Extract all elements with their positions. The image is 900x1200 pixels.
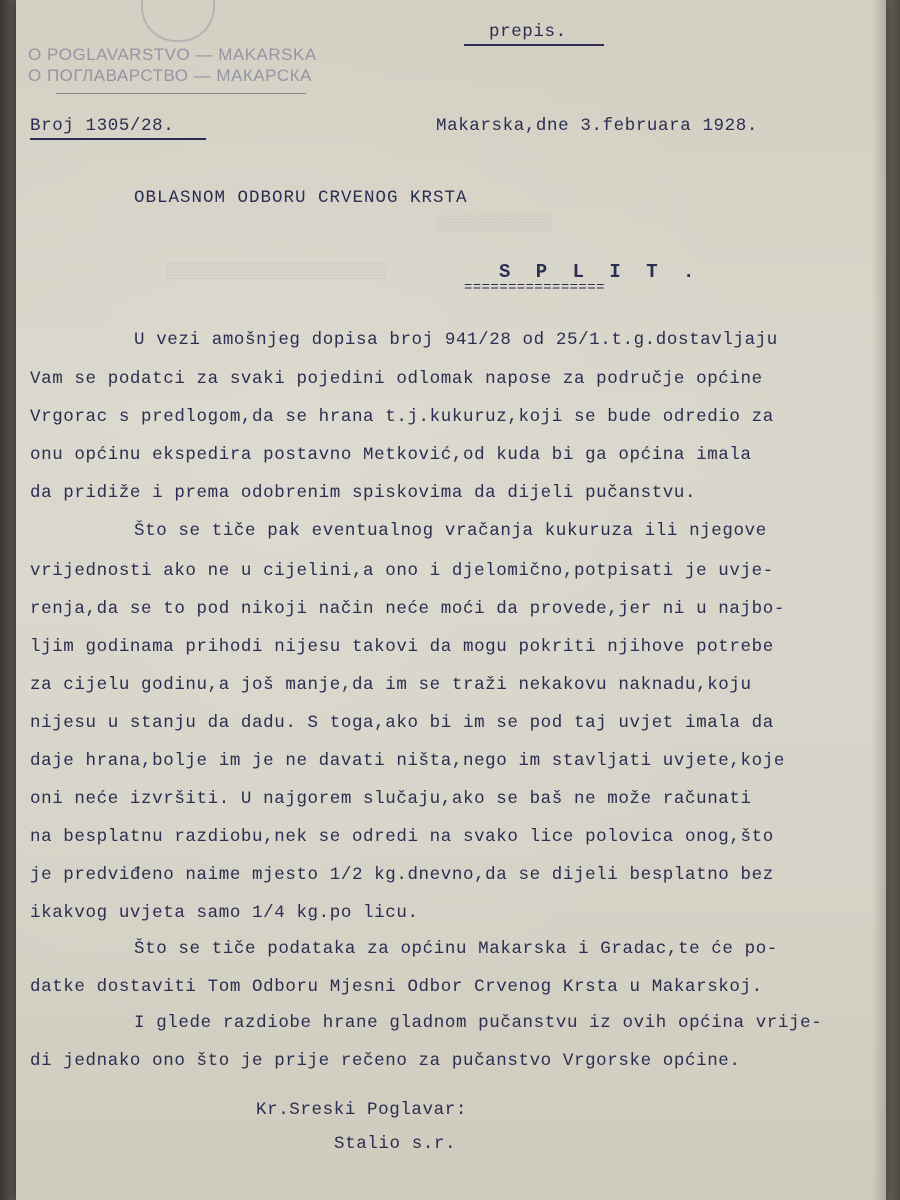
body-line: Vam se podatci za svaki pojedini odlomak napose za područje općine: [30, 369, 763, 389]
reference-number: Broj 1305/28.: [30, 116, 175, 136]
signature-name: Stalio s.r.: [334, 1134, 457, 1154]
place-and-date: Makarska,dne 3.februara 1928.: [436, 116, 758, 136]
recipient-city-underline: ================: [464, 280, 605, 296]
office-stamp-line-1: O POGLAVARSTVO — MAKARSKA: [28, 45, 317, 64]
body-line: je predviđeno naime mjesto 1/2 kg.dnevno,da se dijeli besplatno bez: [30, 865, 774, 885]
body-line: di jednako ono što je prije rečeno za pučanstvo Vrgorske općine.: [30, 1051, 741, 1071]
body-line: datke dostaviti Tom Odboru Mjesni Odbor Crvenog Krsta u Makarskoj.: [30, 977, 763, 997]
signature-title: Kr.Sreski Poglavar:: [256, 1100, 467, 1120]
body-line: da pridiže i prema odobrenim spiskovima da dijeli pučanstvu.: [30, 483, 697, 503]
copy-mark-underline: [464, 44, 604, 46]
body-line: nijesu u stanju da dadu. S toga,ako bi im se pod taj uvjet imala da: [30, 713, 774, 733]
reference-underline: [30, 138, 206, 140]
body-line: U vezi amošnjeg dopisa broj 941/28 od 25/1.t.g.dostavljaju: [134, 330, 778, 350]
body-line: za cijelu godinu,a još manje,da im se traži nekakovu naknadu,koju: [30, 675, 752, 695]
body-line: vrijednosti ako ne u cijelini,a ono i djelomično,potpisati je uvje-: [30, 561, 774, 581]
body-line: onu općinu ekspedira postavno Metković,od kuda bi ga općina imala: [30, 445, 752, 465]
bleed-through-mark: ▒▒▒▒▒▒▒▒▒▒▒▒: [436, 215, 552, 233]
recipient-city: S P L I T .: [499, 261, 702, 283]
body-line: na besplatnu razdiobu,nek se odredi na svako lice polovica onog,što: [30, 827, 774, 847]
body-line: renja,da se to pod nikoji način neće moći da provede,jer ni u najbo-: [30, 599, 785, 619]
body-line: ikakvog uvjeta samo 1/4 kg.po licu.: [30, 903, 419, 923]
bleed-through-mark: ▒▒▒▒▒▒▒▒▒▒▒▒▒▒▒▒▒▒▒▒▒▒▒: [166, 262, 387, 280]
body-line: ljim godinama prihodi nijesu takovi da mogu pokriti njihove potrebe: [30, 637, 774, 657]
typewritten-document: [16, 0, 886, 1200]
body-line: I glede razdiobe hrane gladnom pučanstvu iz ovih općina vrije-: [134, 1013, 823, 1033]
stamp-underline: [56, 93, 306, 94]
recipient-line: OBLASNOM ODBORU CRVENOG KRSTA: [134, 188, 468, 208]
body-line: Što se tiče podataka za općinu Makarska i Gradac,te će po-: [134, 939, 778, 959]
office-stamp-line-2: О ПОГЛАВАРСТВО — МАКАРСКА: [28, 66, 312, 85]
copy-mark: prepis.: [489, 22, 567, 42]
coat-of-arms-stamp-icon: [141, 0, 215, 42]
body-line: Što se tiče pak eventualnog vračanja kukuruza ili njegove: [134, 521, 767, 541]
body-line: daje hrana,bolje im je ne davati ništa,nego im stavljati uvjete,koje: [30, 751, 785, 771]
body-line: Vrgorac s predlogom,da se hrana t.j.kukuruz,koji se bude odredio za: [30, 407, 774, 427]
body-line: oni neće izvršiti. U najgorem slučaju,ako se baš ne može računati: [30, 789, 752, 809]
